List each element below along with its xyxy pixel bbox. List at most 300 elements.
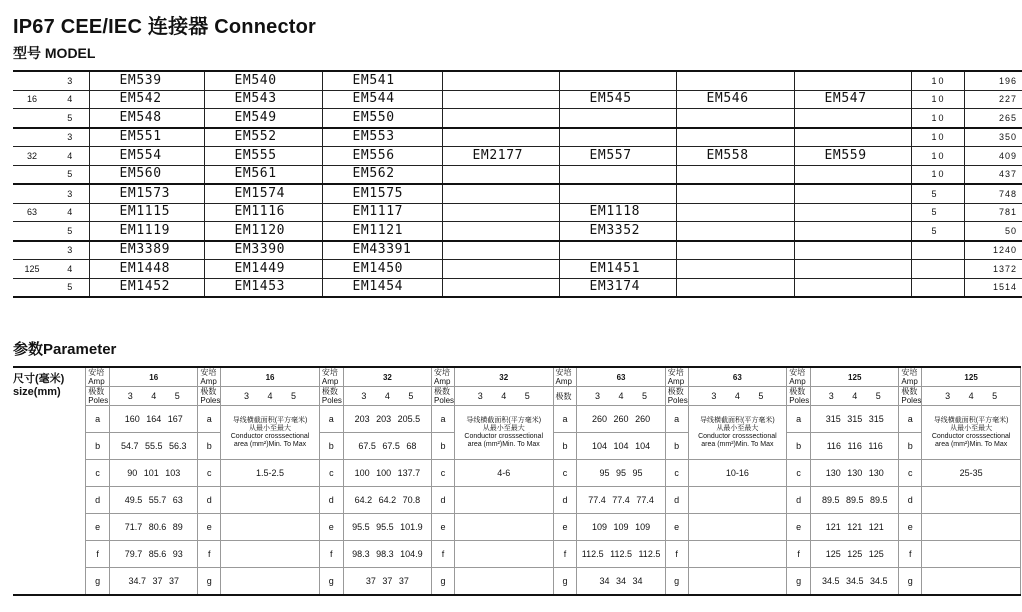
poles-cell: 3 [51,241,89,260]
poles-values: 3 4 5 [454,387,553,406]
wire-text-en1: Conductor crosssectional [230,432,310,440]
wire-text-cn2: 从最小至最大 [482,424,525,432]
dimension-values: 160 164 167 [110,406,198,433]
model-code-cell [794,71,911,90]
model-row [13,241,1022,260]
dimension-letter: g [553,568,577,596]
wire-description [454,406,553,460]
dimension-values: 95.5 95.5 101.9 [343,514,431,541]
empty-cell [922,514,1021,541]
model-code-cell: EM539 [89,71,204,90]
dimension-letter: a [198,406,221,433]
quantity-cell: 5 [911,222,964,241]
dimension-letter: e [86,514,110,541]
dimension-letter: a [432,406,455,433]
wire-text-en2: area (mm²)Min. To Max [701,440,774,448]
model-code-cell: EM543 [204,90,322,109]
model-code-cell: EM554 [89,147,204,166]
size-cell [13,184,51,203]
model-code-cell: EM1574 [204,184,322,203]
empty-cell [454,487,553,514]
dimension-letter: c [319,460,343,487]
model-code-cell: EM541 [322,71,442,90]
wire-text-en2: area (mm²)Min. To Max [935,440,1008,448]
empty-cell [922,487,1021,514]
model-table [13,70,1022,298]
model-code-cell: EM1449 [204,260,322,279]
amp-value: 16 [110,367,198,387]
quantity-cell [911,241,964,260]
model-code-cell [794,222,911,241]
model-code-cell: EM3352 [559,222,676,241]
size-cell [13,128,51,147]
dimension-values: 77.4 77.4 77.4 [577,487,665,514]
poles-values: 3 4 5 [811,387,899,406]
dimension-letter: d [899,487,922,514]
model-code-cell: EM550 [322,109,442,128]
wire-text-cn2: 从最小至最大 [249,424,292,432]
dimension-letter: d [553,487,577,514]
empty-cell [221,541,320,568]
model-code-cell [794,203,911,222]
size-cell [13,165,51,184]
param-row-a [13,406,1021,433]
wire-text-en1: Conductor crosssectional [931,432,1011,440]
model-code-cell: EM1118 [559,203,676,222]
model-code-cell: EM549 [204,109,322,128]
wire-description [221,406,320,460]
dimension-letter: f [665,541,688,568]
dimension-values: 71.7 80.6 89 [110,514,198,541]
dimension-values: 315 315 315 [811,406,899,433]
dimension-letter: d [319,487,343,514]
dimension-values: 79.7 85.6 93 [110,541,198,568]
model-row [13,71,1022,90]
size-cell [13,109,51,128]
dimension-letter: g [899,568,922,596]
wire-range: 4-6 [454,460,553,487]
model-code-cell: EM3390 [204,241,322,260]
dimension-values: 116 116 116 [811,433,899,460]
blank-cell [13,460,86,487]
model-code-cell [559,165,676,184]
empty-cell [688,514,787,541]
quantity-cell: 10 [911,71,964,90]
weight-cell: 265 [964,109,1022,128]
model-code-cell [794,109,911,128]
model-code-cell: EM553 [322,128,442,147]
dimension-letter: g [665,568,688,596]
poles-cell: 5 [51,165,89,184]
dimension-letter: b [319,433,343,460]
quantity-cell: 10 [911,147,964,166]
model-heading: 型号 MODEL [13,45,96,61]
model-code-cell: EM546 [676,90,794,109]
model-row [13,90,1022,109]
poles-cell: 4 [51,90,89,109]
dimension-letter: d [787,487,811,514]
model-code-cell: EM540 [204,71,322,90]
model-code-cell: EM1451 [559,260,676,279]
blank-cell [13,433,86,460]
poles-values: 3 4 5 [221,387,320,406]
model-code-cell: EM551 [89,128,204,147]
size-label [13,367,86,406]
weight-cell: 196 [964,71,1022,90]
wire-range: 10-16 [688,460,787,487]
wire-range: 1.5-2.5 [221,460,320,487]
model-code-cell: EM558 [676,147,794,166]
poles-cell: 3 [51,71,89,90]
param-row-e [13,514,1021,541]
dimension-letter: e [319,514,343,541]
dimension-letter: b [553,433,577,460]
wire-text-cn2: 从最小至最大 [716,424,759,432]
model-code-cell: EM562 [322,165,442,184]
dimension-letter: f [198,541,221,568]
dimension-letter: c [787,460,811,487]
model-code-cell: EM1117 [322,203,442,222]
dimension-values: 37 37 37 [343,568,431,596]
dimension-letter: d [86,487,110,514]
model-code-cell [442,109,559,128]
quantity-cell: 10 [911,90,964,109]
model-code-cell [676,260,794,279]
size-cell: 32 [13,147,51,166]
dimension-values: 125 125 125 [811,541,899,568]
weight-cell: 50 [964,222,1022,241]
weight-cell: 227 [964,90,1022,109]
dimension-letter: e [787,514,811,541]
weight-cell: 1514 [964,278,1022,297]
weight-cell: 350 [964,128,1022,147]
model-code-cell: EM1119 [89,222,204,241]
amp-label: 安培 Amp [553,367,577,387]
dimension-letter: f [787,541,811,568]
model-code-cell: EM556 [322,147,442,166]
dimension-values: 109 109 109 [577,514,665,541]
weight-cell: 748 [964,184,1022,203]
model-code-cell: EM1452 [89,278,204,297]
dimension-letter: a [665,406,688,433]
dimension-values: 49.5 55.7 63 [110,487,198,514]
dimension-letter: b [86,433,110,460]
model-code-cell: EM1575 [322,184,442,203]
model-code-cell [676,278,794,297]
model-code-cell: EM545 [559,90,676,109]
dimension-letter: c [198,460,221,487]
quantity-cell: 10 [911,109,964,128]
wire-description [688,406,787,460]
model-code-cell: EM1448 [89,260,204,279]
model-code-cell [442,260,559,279]
amp-label: 安培 Amp [899,367,922,387]
quantity-cell [911,278,964,297]
dimension-values: 34.7 37 37 [110,568,198,596]
dimension-letter: b [432,433,455,460]
model-code-cell: EM559 [794,147,911,166]
dimension-letter: a [86,406,110,433]
dimension-letter: g [86,568,110,596]
poles-label: 极数 Poles [319,387,343,406]
weight-cell: 409 [964,147,1022,166]
size-cell [13,278,51,297]
amp-label: 安培 Amp [86,367,110,387]
dimension-values: 95 95 95 [577,460,665,487]
model-code-cell [676,109,794,128]
empty-cell [454,514,553,541]
dimension-letter: c [432,460,455,487]
param-row-f [13,541,1021,568]
size-label-en: size(mm) [13,386,61,398]
poles-cell: 5 [51,278,89,297]
dimension-letter: c [665,460,688,487]
model-code-cell: EM2177 [442,147,559,166]
blank-cell [13,568,86,596]
empty-cell [688,487,787,514]
dimension-letter: b [665,433,688,460]
dimension-values: 203 203 205.5 [343,406,431,433]
amp-value: 63 [577,367,665,387]
dimension-letter: c [86,460,110,487]
poles-label: 极数 Poles [86,387,110,406]
poles-cell: 3 [51,128,89,147]
param-row-g [13,568,1021,596]
model-code-cell [559,109,676,128]
size-label-cn: 尺寸(毫米) [13,373,65,385]
blank-cell [13,406,86,433]
size-cell: 16 [13,90,51,109]
amp-value: 16 [221,367,320,387]
wire-text-cn1: 导线横截面积(平方毫米) [933,416,1009,424]
model-row [13,278,1022,297]
model-code-cell: EM43391 [322,241,442,260]
amp-value: 125 [922,367,1021,387]
dimension-letter: f [86,541,110,568]
model-code-cell [442,165,559,184]
size-cell: 125 [13,260,51,279]
model-code-cell [676,165,794,184]
dimension-letter: g [787,568,811,596]
wire-text-cn1: 导线横截面积(平方毫米) [232,416,308,424]
model-code-cell: EM555 [204,147,322,166]
model-code-cell [442,184,559,203]
dimension-letter: a [319,406,343,433]
dimension-letter: g [432,568,455,596]
poles-values: 3 4 5 [110,387,198,406]
dimension-letter: d [665,487,688,514]
dimension-letter: g [198,568,221,596]
model-code-cell: EM561 [204,165,322,184]
empty-cell [454,541,553,568]
param-header-amp [13,367,1021,387]
wire-text-en1: Conductor crosssectional [698,432,777,440]
model-code-cell: EM542 [89,90,204,109]
model-code-cell [676,203,794,222]
dimension-values: 54.7 55.5 56.3 [110,433,198,460]
quantity-cell: 10 [911,128,964,147]
poles-cell: 4 [51,260,89,279]
model-code-cell [794,278,911,297]
dimension-letter: a [899,406,922,433]
empty-cell [688,541,787,568]
wire-text-en2: area (mm²)Min. To Max [467,440,540,448]
dimension-values: 104 104 104 [577,433,665,460]
model-code-cell: EM1116 [204,203,322,222]
dimension-letter: f [319,541,343,568]
empty-cell [454,568,553,596]
poles-cell: 4 [51,147,89,166]
model-code-cell [676,128,794,147]
poles-cell: 3 [51,184,89,203]
dimension-letter: f [432,541,455,568]
blank-cell [13,514,86,541]
model-code-cell: EM1450 [322,260,442,279]
amp-label: 安培 Amp [198,367,221,387]
poles-cell: 5 [51,109,89,128]
dimension-letter: a [787,406,811,433]
blank-cell [13,541,86,568]
dimension-letter: e [432,514,455,541]
amp-value: 63 [688,367,787,387]
model-code-cell [676,222,794,241]
model-code-cell [676,241,794,260]
model-code-cell: EM3389 [89,241,204,260]
model-code-cell [676,184,794,203]
model-code-cell [559,184,676,203]
model-code-cell: EM1454 [322,278,442,297]
model-code-cell [442,222,559,241]
dimension-values: 260 260 260 [577,406,665,433]
empty-cell [221,514,320,541]
dimension-letter: d [432,487,455,514]
model-code-cell: EM1453 [204,278,322,297]
param-row-d [13,487,1021,514]
empty-cell [221,568,320,596]
wire-text-cn1: 导线横截面积(平方毫米) [466,416,542,424]
poles-values: 3 4 5 [688,387,787,406]
dimension-letter: e [899,514,922,541]
dimension-letter: d [198,487,221,514]
parameter-heading: 参数Parameter [13,341,117,358]
empty-cell [688,568,787,596]
dimension-letter: e [198,514,221,541]
amp-label: 安培 Amp [665,367,688,387]
quantity-cell: 5 [911,184,964,203]
dimension-letter: g [319,568,343,596]
model-code-cell [442,128,559,147]
poles-label: 极数 Poles [787,387,811,406]
model-code-cell [794,260,911,279]
model-code-cell: EM3174 [559,278,676,297]
weight-cell: 1240 [964,241,1022,260]
dimension-values: 34.5 34.5 34.5 [811,568,899,596]
param-header-poles [13,387,1021,406]
dimension-letter: e [553,514,577,541]
dimension-letter: b [787,433,811,460]
model-row [13,184,1022,203]
poles-label: 极数 Poles [665,387,688,406]
wire-text-cn1: 导线横截面积(平方毫米) [700,416,775,424]
parameter-table [13,366,1021,596]
blank-cell [13,487,86,514]
model-code-cell [442,71,559,90]
quantity-cell [911,260,964,279]
model-code-cell [794,184,911,203]
model-code-cell: EM552 [204,128,322,147]
size-cell [13,71,51,90]
model-code-cell [442,278,559,297]
dimension-letter: b [899,433,922,460]
amp-label: 安培 Amp [787,367,811,387]
model-code-cell [794,128,911,147]
poles-values: 3 4 5 [577,387,665,406]
param-row-c [13,460,1021,487]
poles-label: 极数 [553,387,577,406]
quantity-cell: 5 [911,203,964,222]
model-code-cell: EM1120 [204,222,322,241]
wire-description [922,406,1021,460]
dimension-values: 130 130 130 [811,460,899,487]
dimension-letter: a [553,406,577,433]
dimension-letter: f [899,541,922,568]
dimension-values: 121 121 121 [811,514,899,541]
dimension-values: 90 101 103 [110,460,198,487]
dimension-values: 112.5 112.5 112.5 [577,541,665,568]
dimension-values: 89.5 89.5 89.5 [811,487,899,514]
dimension-letter: c [553,460,577,487]
wire-text-en1: Conductor crosssectional [464,432,543,440]
empty-cell [922,541,1021,568]
poles-label: 极数 Poles [899,387,922,406]
model-row [13,260,1022,279]
dimension-values: 98.3 98.3 104.9 [343,541,431,568]
poles-label: 极数 Poles [432,387,455,406]
page-title: IP67 CEE/IEC 连接器 Connector [13,16,317,38]
model-code-cell: EM1121 [322,222,442,241]
model-code-cell: EM1573 [89,184,204,203]
model-code-cell: EM547 [794,90,911,109]
amp-label: 安培 Amp [319,367,343,387]
wire-text-en2: area (mm²)Min. To Max [233,440,307,448]
wire-range: 25-35 [922,460,1021,487]
model-code-cell [559,128,676,147]
model-code-cell [442,90,559,109]
dimension-values: 100 100 137.7 [343,460,431,487]
model-code-cell [559,241,676,260]
quantity-cell: 10 [911,165,964,184]
poles-cell: 4 [51,203,89,222]
amp-value: 32 [343,367,431,387]
weight-cell: 437 [964,165,1022,184]
model-code-cell: EM548 [89,109,204,128]
model-row [13,203,1022,222]
size-cell [13,222,51,241]
model-code-cell [559,71,676,90]
model-code-cell [794,241,911,260]
weight-cell: 781 [964,203,1022,222]
amp-value: 32 [454,367,553,387]
wire-text-cn2: 从最小至最大 [950,424,993,432]
model-code-cell: EM560 [89,165,204,184]
poles-label: 极数 Poles [198,387,221,406]
poles-values: 3 4 5 [343,387,431,406]
model-code-cell [442,203,559,222]
model-code-cell [794,165,911,184]
empty-cell [221,487,320,514]
model-code-cell: EM1115 [89,203,204,222]
model-code-cell: EM544 [322,90,442,109]
